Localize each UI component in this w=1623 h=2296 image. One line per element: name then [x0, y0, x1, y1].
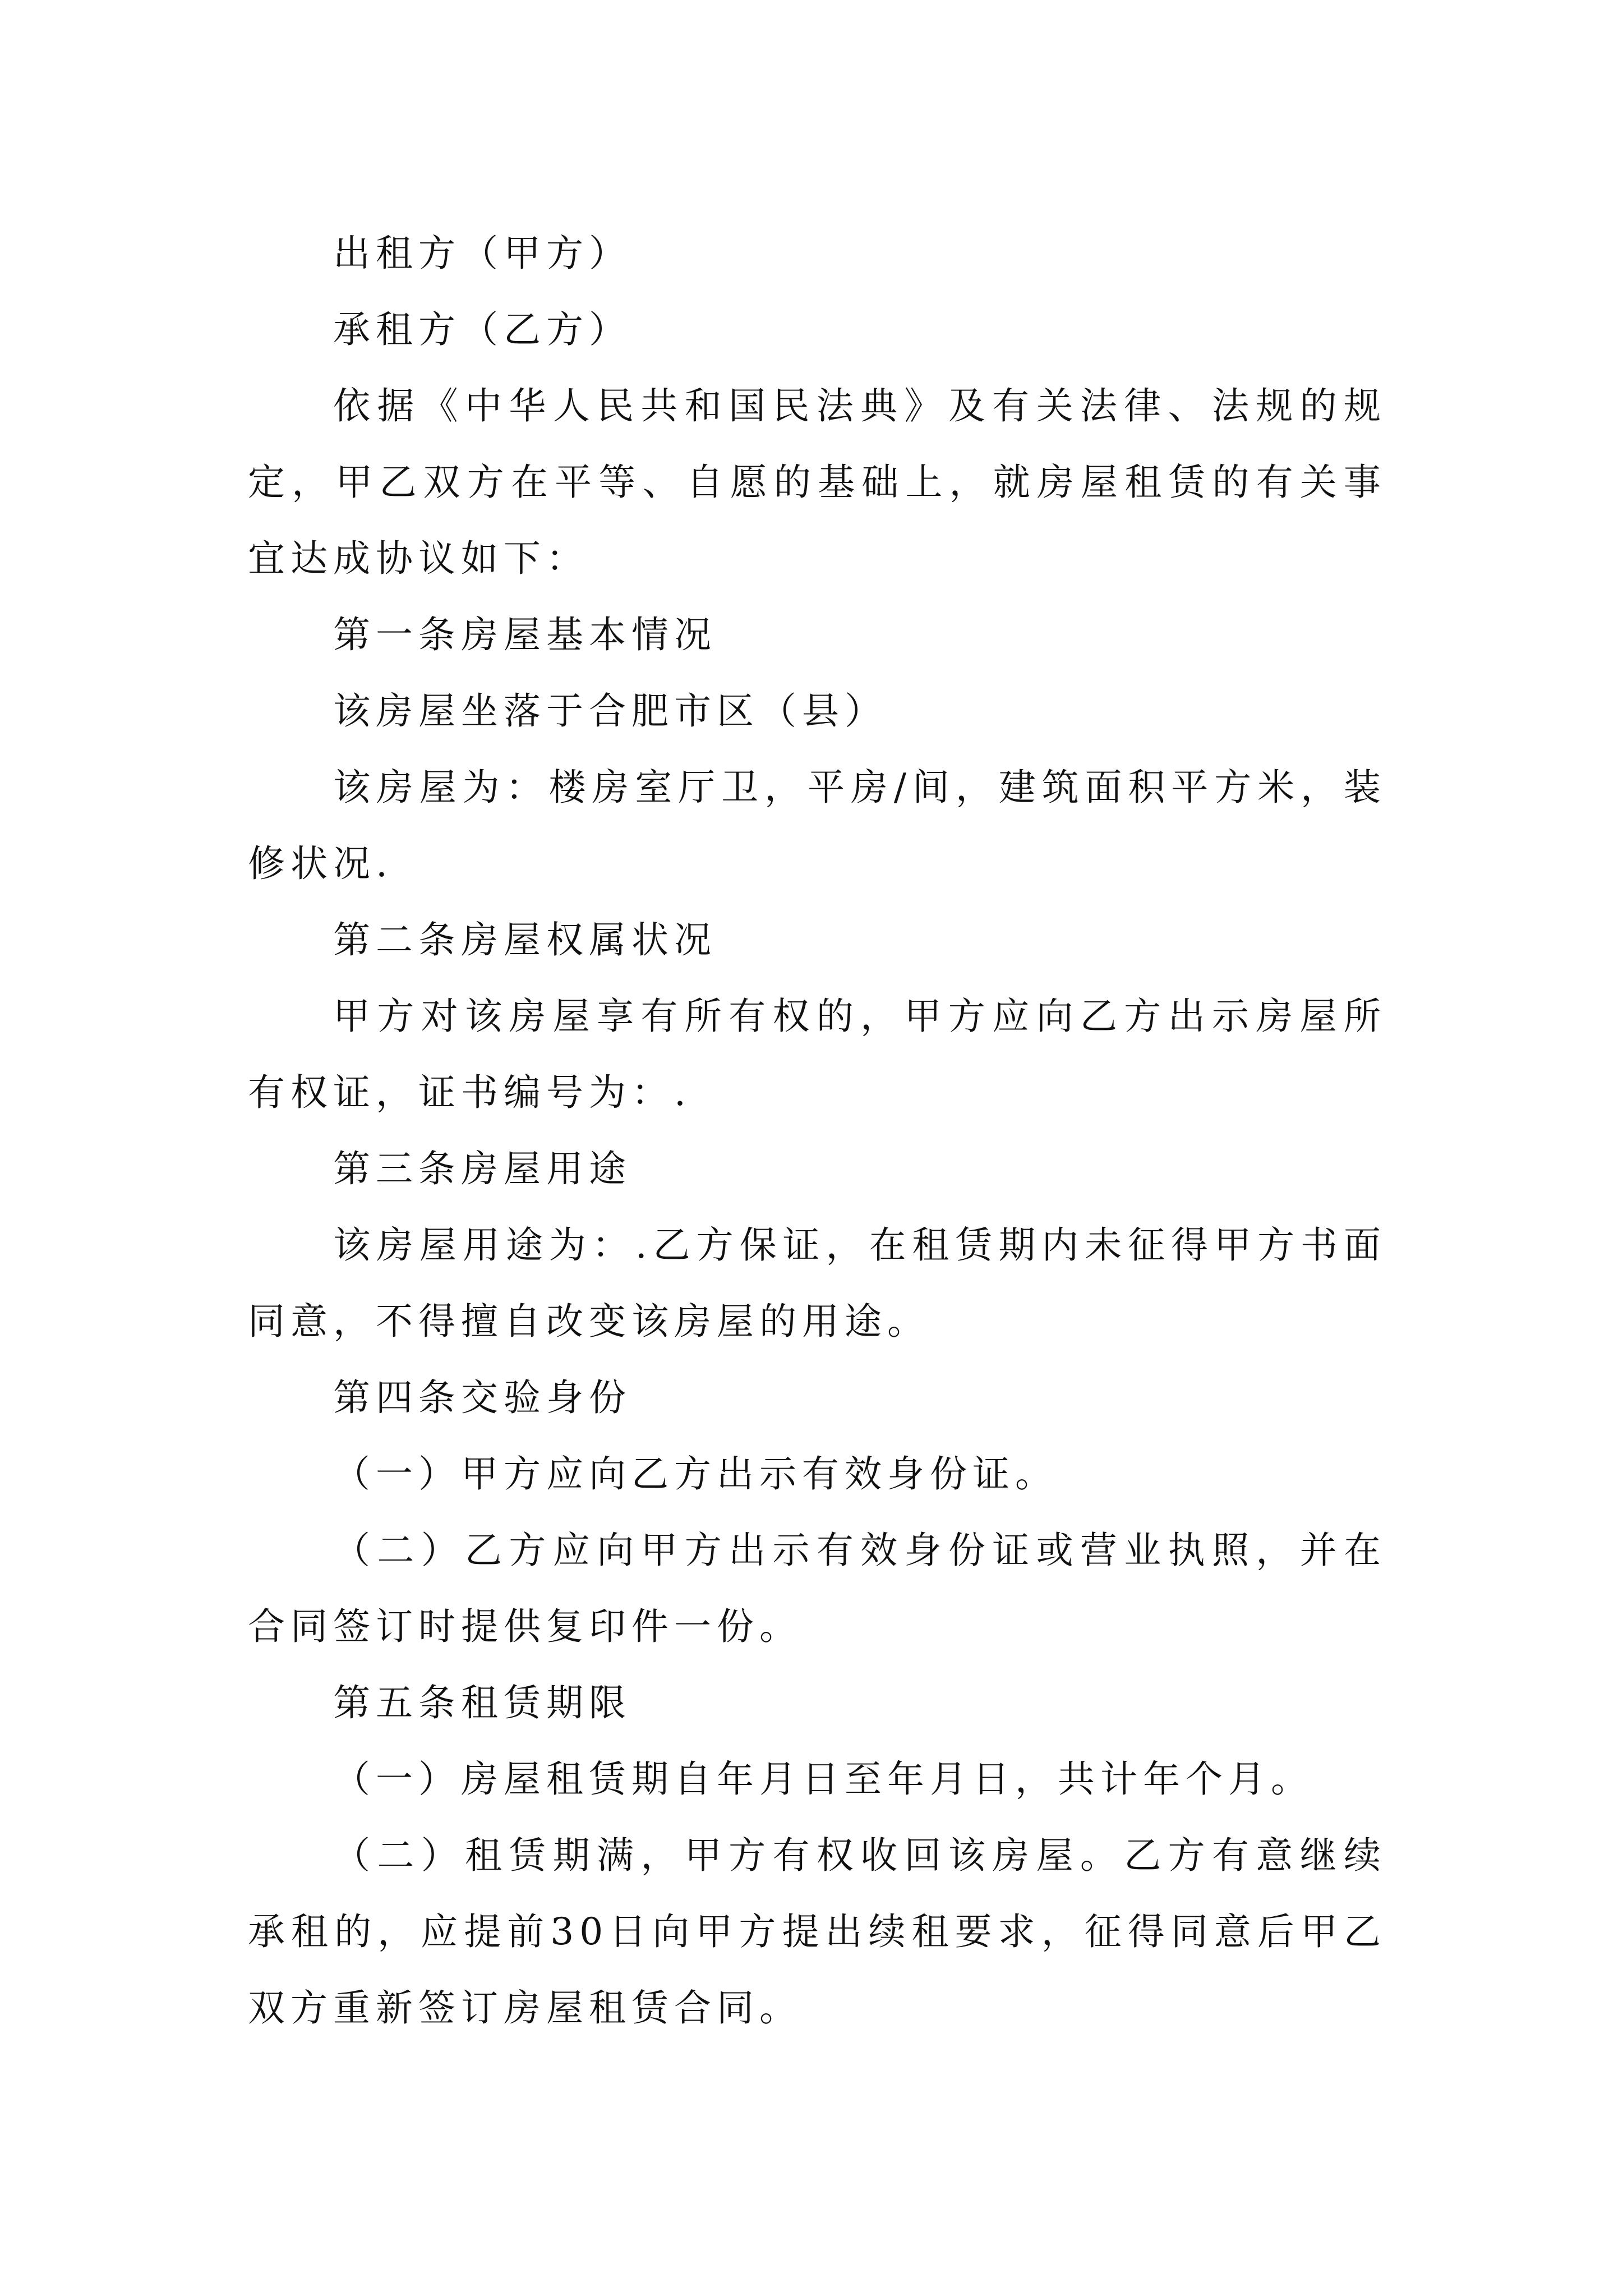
article-2-body: 甲方对该房屋享有所有权的，甲方应向乙方出示房屋所有权证，证书编号为：.: [248, 995, 1386, 1114]
party-b-line: 承租方（乙方）: [333, 308, 631, 351]
article-4-item-2: （二）乙方应向甲方出示有效身份证或营业执照，并在合同签订时提供复印件一份。: [248, 1529, 1386, 1648]
party-a-line: 出租方（甲方）: [333, 232, 631, 275]
article-5-item-2: （二）租赁期满，甲方有权收回该房屋。乙方有意继续承租的，应提前30日向甲方提出续租要求，征得同意后甲乙双方重新签订房屋租赁合同。: [248, 1834, 1386, 2030]
preamble-paragraph: 依据《中华人民共和国民法典》及有关法律、法规的规定，甲乙双方在平等、自愿的基础上，就房屋租赁的有关事宜达成协议如下：: [248, 384, 1386, 580]
article-1-heading: 第一条房屋基本情况: [333, 613, 717, 656]
article-1-description: 该房屋为：楼房室厅卫，平房/间，建筑面积平方米，装修状况.: [248, 766, 1386, 885]
article-3-heading: 第三条房屋用途: [333, 1147, 631, 1190]
article-4-item-1: （一）甲方应向乙方出示有效身份证。: [333, 1452, 1058, 1496]
article-5-heading: 第五条租赁期限: [333, 1681, 631, 1724]
article-5-item-1: （一）房屋租赁期自年月日至年月日，共计年个月。: [333, 1757, 1313, 1801]
document-body: [248, 215, 1386, 2046]
article-1-location: 该房屋坐落于合肥市区（县）: [333, 689, 887, 733]
article-4-heading: 第四条交验身份: [333, 1376, 631, 1419]
article-2-heading: 第二条房屋权属状况: [333, 918, 717, 961]
article-3-body: 该房屋用途为：.乙方保证，在租赁期内未征得甲方书面同意，不得擅自改变该房屋的用途。: [248, 1223, 1386, 1343]
